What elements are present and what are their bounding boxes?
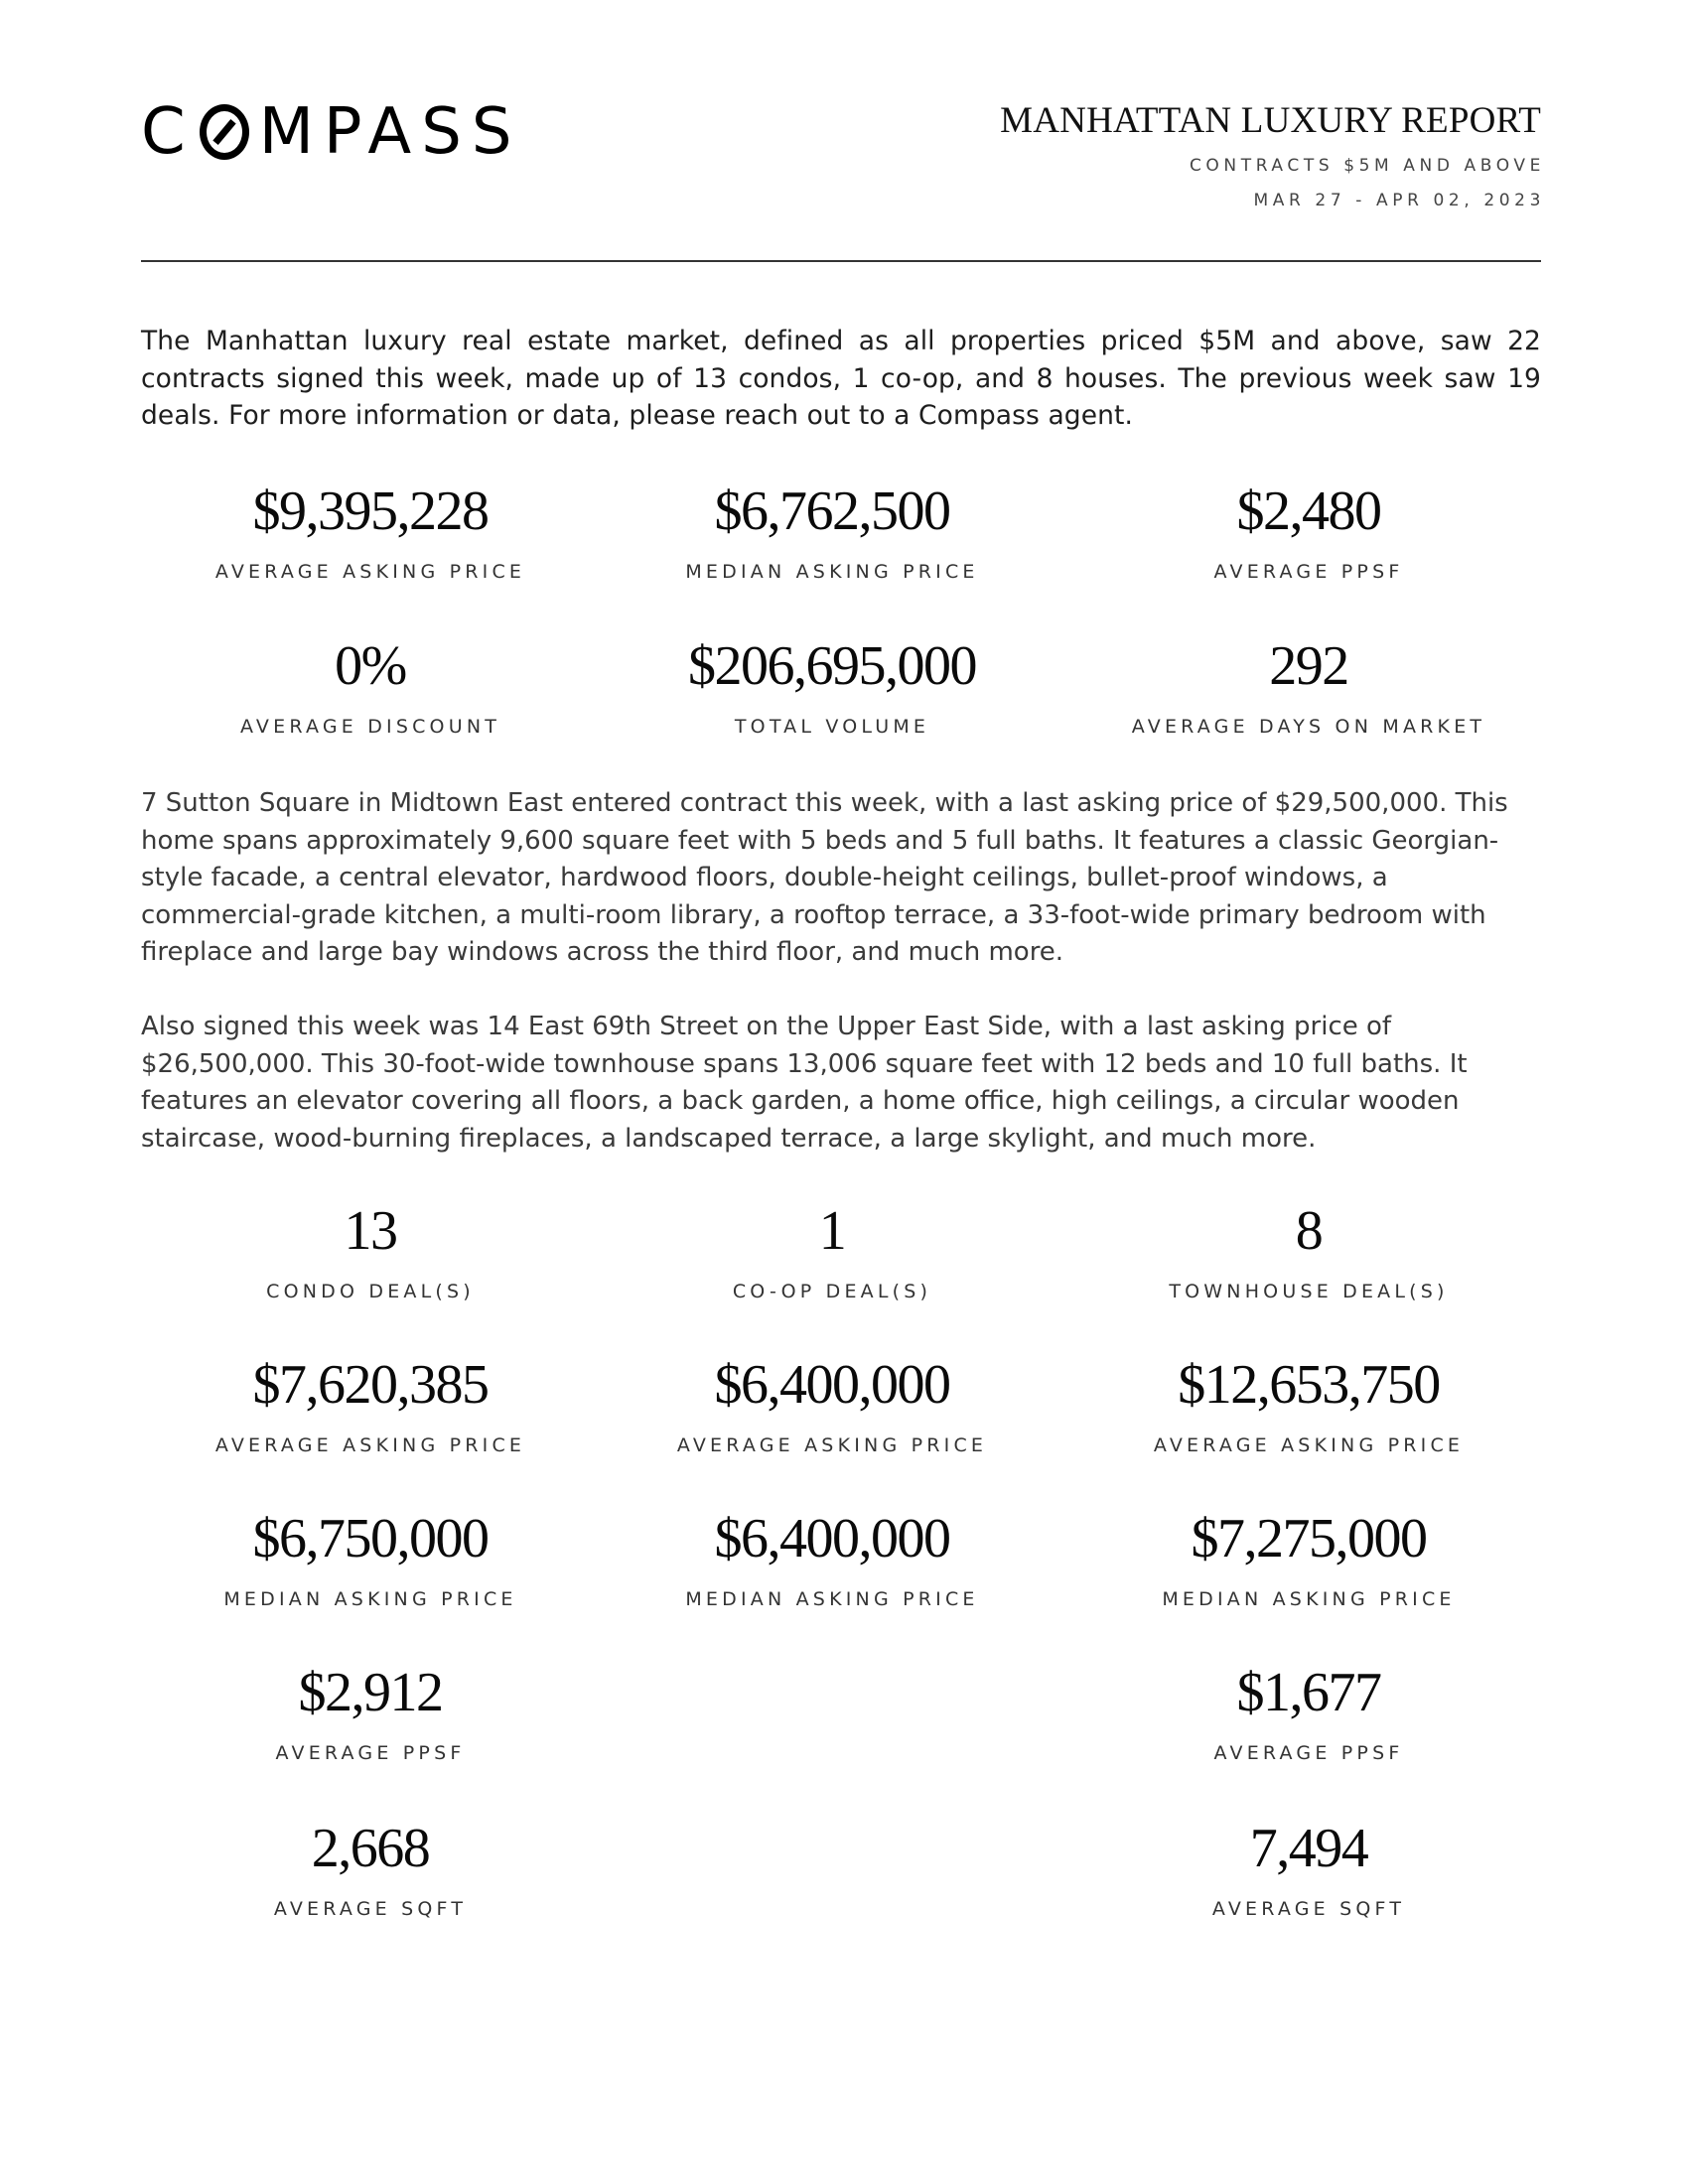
report-header — [141, 0, 1545, 263]
logo-letters-mpass: MPASS — [258, 95, 522, 169]
condo-median-asking-price — [142, 1509, 599, 1610]
townhouse-average-sqft — [1080, 1819, 1537, 1920]
intro-paragraph: The Manhattan luxury real estate market, defined as all properties priced $5M and above, saw 22 contracts signed this week, made up of 13 condos, 1 co-op, and 8 houses. The previous week saw 19 deals. For more information or data, please reach out to a Compass agent. — [141, 326, 1541, 431]
stat-average-asking-price — [142, 481, 599, 583]
coop-median-asking-price — [604, 1509, 1060, 1610]
header-divider — [141, 260, 1541, 262]
stat-label: AVERAGE ASKING PRICE — [214, 561, 526, 583]
stat-value: 13 — [344, 1200, 397, 1262]
stat-label: AVERAGE PPSF — [275, 1742, 466, 1764]
stat-label: CONDO DEAL(S) — [266, 1281, 475, 1302]
report-subtitle: CONTRACTS $5M AND ABOVE — [1189, 156, 1545, 176]
stat-label: MEDIAN ASKING PRICE — [223, 1588, 517, 1610]
stat-label: TOTAL VOLUME — [734, 716, 930, 738]
stat-average-discount — [142, 636, 599, 738]
stat-value: $7,275,000 — [1191, 1508, 1427, 1570]
coop-deals — [604, 1201, 1060, 1302]
stat-value: 8 — [1295, 1200, 1323, 1262]
stat-label: AVERAGE SQFT — [1211, 1898, 1406, 1920]
condo-average-ppsf — [142, 1663, 599, 1764]
logo-letter-c: C — [141, 95, 196, 169]
compass-o-slash-icon — [200, 104, 249, 160]
stat-value: 0% — [335, 635, 406, 697]
stat-label: CO-OP DEAL(S) — [732, 1281, 932, 1302]
stat-label: AVERAGE ASKING PRICE — [1153, 1434, 1465, 1456]
stat-median-asking-price — [604, 481, 1060, 583]
stat-value: $206,695,000 — [688, 635, 976, 697]
condo-average-asking-price — [142, 1355, 599, 1456]
stat-value: $6,400,000 — [714, 1508, 950, 1570]
condo-average-sqft — [142, 1819, 599, 1920]
condo-deals — [142, 1201, 599, 1302]
townhouse-deals — [1080, 1201, 1537, 1302]
logo-wordmark — [141, 95, 522, 169]
highlight-paragraph-sutton-square: 7 Sutton Square in Midtown East entered contract this week, with a last asking price of $29,500,000. This home spans approximately 9,600 square feet with 5 beds and 5 full baths. It features a classic Georgian-style facade, a central elevator, hardwood floors, double-height ceilings, bullet-proof windows, a commercial-grade kitchen, a multi-room library, a rooftop terrace, a 33-foot-wide primary bedroom with fireplace and large bay windows across the third floor, and much more. — [141, 788, 1508, 967]
stat-label: MEDIAN ASKING PRICE — [1162, 1588, 1456, 1610]
stat-value: $6,762,500 — [714, 480, 950, 542]
stat-value: 1 — [818, 1200, 846, 1262]
stat-label: AVERAGE PPSF — [1213, 1742, 1404, 1764]
stat-value: $9,395,228 — [252, 480, 489, 542]
stat-value: $6,750,000 — [252, 1508, 489, 1570]
compass-logo — [141, 95, 522, 169]
stat-average-ppsf — [1080, 481, 1537, 583]
stat-value: $2,912 — [298, 1662, 443, 1723]
highlight-paragraph-east-69th: Also signed this week was 14 East 69th Street on the Upper East Side, with a last asking price of $26,500,000. This 30-foot-wide townhouse spans 13,006 square feet with 12 beds and 10 full baths. It features an elevator covering all floors, a back garden, a home office, high ceilings, a circular wooden staircase, wood-burning fireplaces, a landscaped terrace, a large skylight, and much more. — [141, 1012, 1468, 1154]
stat-value: $2,480 — [1236, 480, 1381, 542]
report-date-range: MAR 27 - APR 02, 2023 — [1253, 191, 1545, 210]
stat-value: $6,400,000 — [714, 1354, 950, 1416]
stat-label: TOWNHOUSE DEAL(S) — [1169, 1281, 1449, 1302]
stat-label: MEDIAN ASKING PRICE — [685, 1588, 979, 1610]
stat-label: AVERAGE ASKING PRICE — [214, 1434, 526, 1456]
stat-label: MEDIAN ASKING PRICE — [685, 561, 979, 583]
report-title: MANHATTAN LUXURY REPORT — [1000, 100, 1541, 141]
coop-average-asking-price — [604, 1355, 1060, 1456]
stat-total-volume — [604, 636, 1060, 738]
stat-value: 7,494 — [1249, 1818, 1368, 1879]
stat-value: 292 — [1269, 635, 1348, 697]
stat-average-days-on-market — [1080, 636, 1537, 738]
townhouse-median-asking-price — [1080, 1509, 1537, 1610]
townhouse-average-ppsf — [1080, 1663, 1537, 1764]
stat-value: $12,653,750 — [1178, 1354, 1440, 1416]
townhouse-average-asking-price — [1080, 1355, 1537, 1456]
stat-value: $7,620,385 — [252, 1354, 489, 1416]
stat-value: 2,668 — [311, 1818, 430, 1879]
stat-value: $1,677 — [1236, 1662, 1381, 1723]
stat-label: AVERAGE PPSF — [1213, 561, 1404, 583]
stat-label: AVERAGE DISCOUNT — [239, 716, 501, 738]
report-page — [141, 0, 1545, 2184]
stat-label: AVERAGE SQFT — [273, 1898, 468, 1920]
stat-label: AVERAGE ASKING PRICE — [676, 1434, 988, 1456]
stat-label: AVERAGE DAYS ON MARKET — [1131, 716, 1486, 738]
